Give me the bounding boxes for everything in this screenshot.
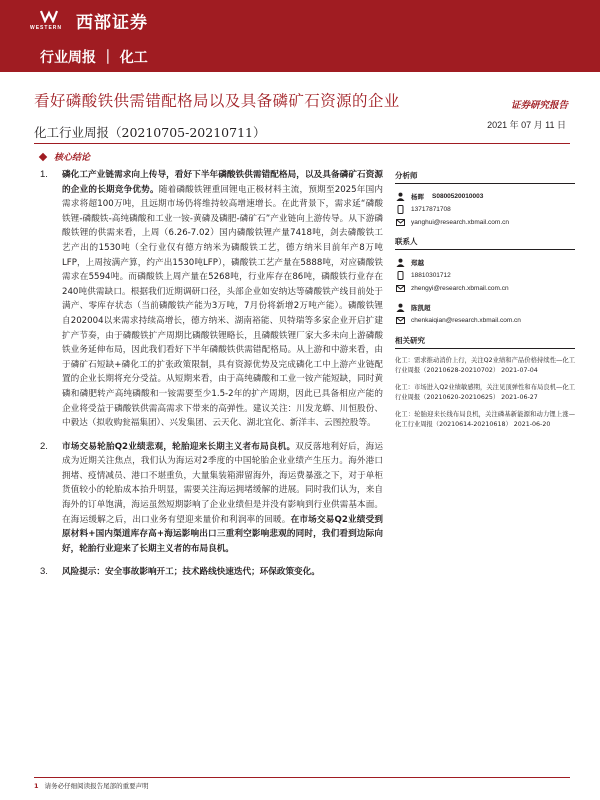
- related-heading: 相关研究: [395, 335, 575, 349]
- related-item[interactable]: 化工：市场进入Q2业绩敏感期，关注见顶弹性和布局良机—化工行业周报（20210620-20210625） 2021-06-27: [395, 383, 575, 402]
- paragraph-number: 2.: [40, 440, 48, 452]
- paragraph-body: 双反落地利好后，海运成为近期关注焦点，我们认为海运对2季度的中国轮胎企业业绩产生压力。海外港口拥堵、疫情减员、港口不堪重负，大量集装箱滞留海外，海运费暴涨之下，对于单柜货值较小的轮胎成本抬升明显，需要关注海运拥堵缓解的进展。同时我们认为，来自海外的订单饱满，海运虽然短期影响了企业业绩但是并没有影响到行业供需基本面。在海运缓解之后，出口业务有望迎来量价和利润率的回暖。: [62, 441, 383, 525]
- email-icon: [395, 283, 405, 293]
- report-type-label: 行业周报 ｜ 化工: [40, 50, 148, 66]
- header-band: [0, 0, 600, 72]
- person-icon: [395, 191, 405, 201]
- paragraph-item: [38, 440, 383, 557]
- analyst-phone: 13717871708: [411, 205, 451, 213]
- western-logo-icon: [40, 9, 58, 23]
- contact-name-row: [395, 257, 575, 267]
- analyst-cert: S0800520010003: [432, 192, 484, 200]
- paragraph-lead: 风险提示：安全事故影响开工；技术路线快速迭代；环保政策变化。: [62, 567, 320, 578]
- email-icon: [395, 315, 405, 325]
- page-number: 1: [34, 782, 39, 790]
- paragraph-text: [62, 565, 383, 580]
- paragraph-text: [62, 168, 383, 431]
- section-label: 核心结论: [54, 153, 91, 163]
- footer-disclaimer: 请务必仔细阅读报告尾部的重要声明: [44, 782, 149, 790]
- analyst-name-row: [395, 191, 575, 201]
- contact-name: 郑越: [411, 259, 424, 267]
- sidebar: [395, 170, 575, 436]
- contact-name-row: [395, 302, 575, 312]
- contact-heading: 联系人: [395, 236, 575, 250]
- divider-top: [34, 143, 570, 144]
- section-header: [40, 150, 90, 163]
- related-item[interactable]: 化工：轮胎迎来长线布局良机，关注磷基新能源和动力锂上涨—化工行业周报（20210614-20210618） 2021-06-20: [395, 410, 575, 429]
- report-date: 2021 年 07 月 11 日: [487, 120, 566, 130]
- brand-name: 西部证券: [76, 13, 148, 33]
- paragraph-lead: 市场交易轮胎Q2业绩悲观，轮胎迎来长期主义者布局良机。: [62, 441, 296, 452]
- paragraph-item: [38, 168, 383, 431]
- main-content: [38, 168, 383, 589]
- divider-bottom: [34, 777, 570, 778]
- analyst-heading: 分析师: [395, 170, 575, 184]
- diamond-bullet-icon: [39, 152, 47, 160]
- contact-name: 陈凯超: [411, 304, 431, 312]
- contact-email[interactable]: zhengyi@research.xbmail.com.cn: [411, 284, 509, 292]
- logo-text: WESTERN: [30, 25, 62, 31]
- paragraph-text: [62, 440, 383, 557]
- paragraph-item: [38, 565, 383, 580]
- paragraph-conclusion: 在市场交易Q2业绩受到原材料+国内渠道库存高+海运影响出口三重利空影响悲观的同时，我们看到边际向好，轮胎行业迎来了长期主义者的布局良机。: [62, 514, 383, 554]
- research-tag: 证券研究报告: [510, 100, 568, 111]
- analyst-email[interactable]: yanghui@research.xbmail.com.cn: [411, 218, 510, 226]
- person-icon: [395, 257, 405, 267]
- paragraph-number: 1.: [40, 169, 48, 180]
- report-title: 看好磷酸铁供需错配格局以及具备磷矿石资源的企业: [34, 92, 400, 110]
- contact-phone: 18810301712: [411, 271, 451, 279]
- related-item[interactable]: 化工：需求推动消价上行，关注Q2业绩和产品价格持续性—化工行业周报（20210628-20210702） 2021-07-04: [395, 357, 575, 375]
- contact-phone-row: [395, 270, 575, 280]
- email-icon: [395, 217, 405, 227]
- analyst-email-row: [395, 217, 575, 227]
- analyst-name: 杨晖: [411, 193, 424, 201]
- phone-icon: [395, 204, 405, 214]
- contact-email-row: [395, 315, 575, 325]
- report-subtitle: 化工行业周报（20210705-20210711）: [34, 125, 266, 140]
- paragraph-body: 随着磷酸铁锂重回锂电正极材料主流，预期至2025年国内需求将超100万吨，且远期市场仍将维持较高增速增长。在此背景下，需求延“磷酸铁锂-磷酸铁-高纯磷酸和工业一铵-黄磷及磷肥-磷矿石”产业链向上游传导。从下游磷酸铁锂的供需来看，上周（6.26-7.02）国内磷酸铁锂产量7418吨，剑去磷酸铁工艺产出的1530吨（全行业仅有德方纳米为磷酸铁工艺，德方纳米目前年产8万吨LFP，上周按满产算，约产出1530吨LFP），磷酸铁工艺产量在5888吨，对应磷酸铁需求在5594吨。而磷酸铁上周产量在5268吨，行业库存在86吨，磷酸铁行业存在240吨供需缺口。根据我们近期调研口径，头部企业如安纳达等磷酸铁产线目前处于满产、零库存状态（当前磷酸铁产能为3万吨，7月份将新增2万吨产能）。磷酸铁锂自202004以来需求持续高增长，德方纳米、湖南裕能、贝特瑞等多家企业开启扩建扩产节奏，由于磷酸铁扩产周期比磷酸铁锂略长，且磷酸铁锂厂家大多未向上游磷酸铁业务延伸布局，因此我们看好下半年磷酸铁供需错配格局。从上游和中游来看，由于磷矿石短缺+磷化工的扩张政策限制，具有资源优势及完成磷化工中上游产业链配置的企业长期将充分受益。从短期来看，由于高纯磷酸和工业一铵产能短缺，同时黄磷和磷肥转产高纯磷酸和一铵需要至少1.5-2年的扩产周期，因此已具备相应产能的企业将受益于磷酸铁供需高需求下带来的高弹性。建议关注：川发龙蟒、川恒股份、中毅达（拟收购瓮福集团）、兴发集团、云天化、湖北宜化、新洋丰、云图控股等。: [62, 184, 383, 429]
- phone-icon: [395, 270, 405, 280]
- footer: [34, 781, 149, 790]
- analyst-phone-row: [395, 204, 575, 214]
- paragraph-number: 3.: [40, 566, 48, 578]
- person-icon: [395, 302, 405, 312]
- contact-email[interactable]: chenkaiqian@research.xbmail.com.cn: [411, 316, 521, 324]
- contact-email-row: [395, 283, 575, 293]
- related-research: [395, 335, 575, 430]
- paragraph-lead: 磷化工产业链需求向上传导，看好下半年磷酸铁供需错配格局，以及具备磷矿石资源的企业的长期竞争优势。: [62, 170, 383, 195]
